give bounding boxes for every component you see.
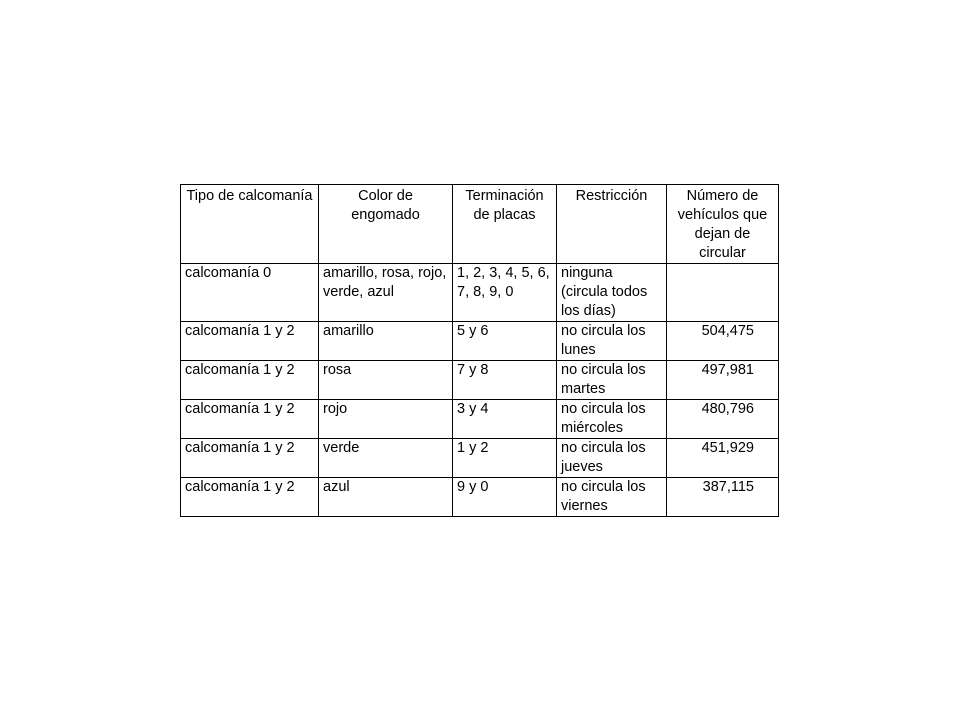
cell-plate-ending: 3 y 4 [453,400,557,439]
cell-sticker-color: azul [319,478,453,517]
cell-sticker-type: calcomanía 0 [181,264,319,322]
table-row [181,322,779,361]
cell-vehicle-count [667,264,779,322]
cell-vehicle-count: 451,929 [667,439,779,478]
table-row [181,361,779,400]
cell-sticker-type: calcomanía 1 y 2 [181,322,319,361]
table-row [181,400,779,439]
header-plate-ending: Terminación de placas [453,185,557,264]
table-row [181,439,779,478]
cell-plate-ending: 5 y 6 [453,322,557,361]
table-header-row [181,185,779,264]
cell-plate-ending: 1 y 2 [453,439,557,478]
header-restriction: Restricción [557,185,667,264]
cell-sticker-type: calcomanía 1 y 2 [181,439,319,478]
cell-restriction: ninguna (circula todos los días) [557,264,667,322]
cell-restriction: no circula los jueves [557,439,667,478]
cell-sticker-color: amarillo, rosa, rojo, verde, azul [319,264,453,322]
cell-restriction: no circula los martes [557,361,667,400]
table-row [181,264,779,322]
cell-vehicle-count: 497,981 [667,361,779,400]
cell-sticker-color: rosa [319,361,453,400]
cell-plate-ending: 1, 2, 3, 4, 5, 6, 7, 8, 9, 0 [453,264,557,322]
cell-vehicle-count: 504,475 [667,322,779,361]
cell-sticker-type: calcomanía 1 y 2 [181,478,319,517]
cell-sticker-color: rojo [319,400,453,439]
header-sticker-color: Color de engomado [319,185,453,264]
table-row [181,478,779,517]
restriction-table [180,184,779,517]
cell-restriction: no circula los miércoles [557,400,667,439]
cell-sticker-type: calcomanía 1 y 2 [181,400,319,439]
cell-vehicle-count: 387,115 [667,478,779,517]
header-sticker-type: Tipo de calcomanía [181,185,319,264]
cell-sticker-color: verde [319,439,453,478]
cell-sticker-color: amarillo [319,322,453,361]
cell-vehicle-count: 480,796 [667,400,779,439]
header-vehicle-count: Número de vehículos que dejan de circular [667,185,779,264]
cell-restriction: no circula los viernes [557,478,667,517]
cell-plate-ending: 7 y 8 [453,361,557,400]
cell-restriction: no circula los lunes [557,322,667,361]
cell-plate-ending: 9 y 0 [453,478,557,517]
cell-sticker-type: calcomanía 1 y 2 [181,361,319,400]
restriction-table-container [180,184,778,517]
